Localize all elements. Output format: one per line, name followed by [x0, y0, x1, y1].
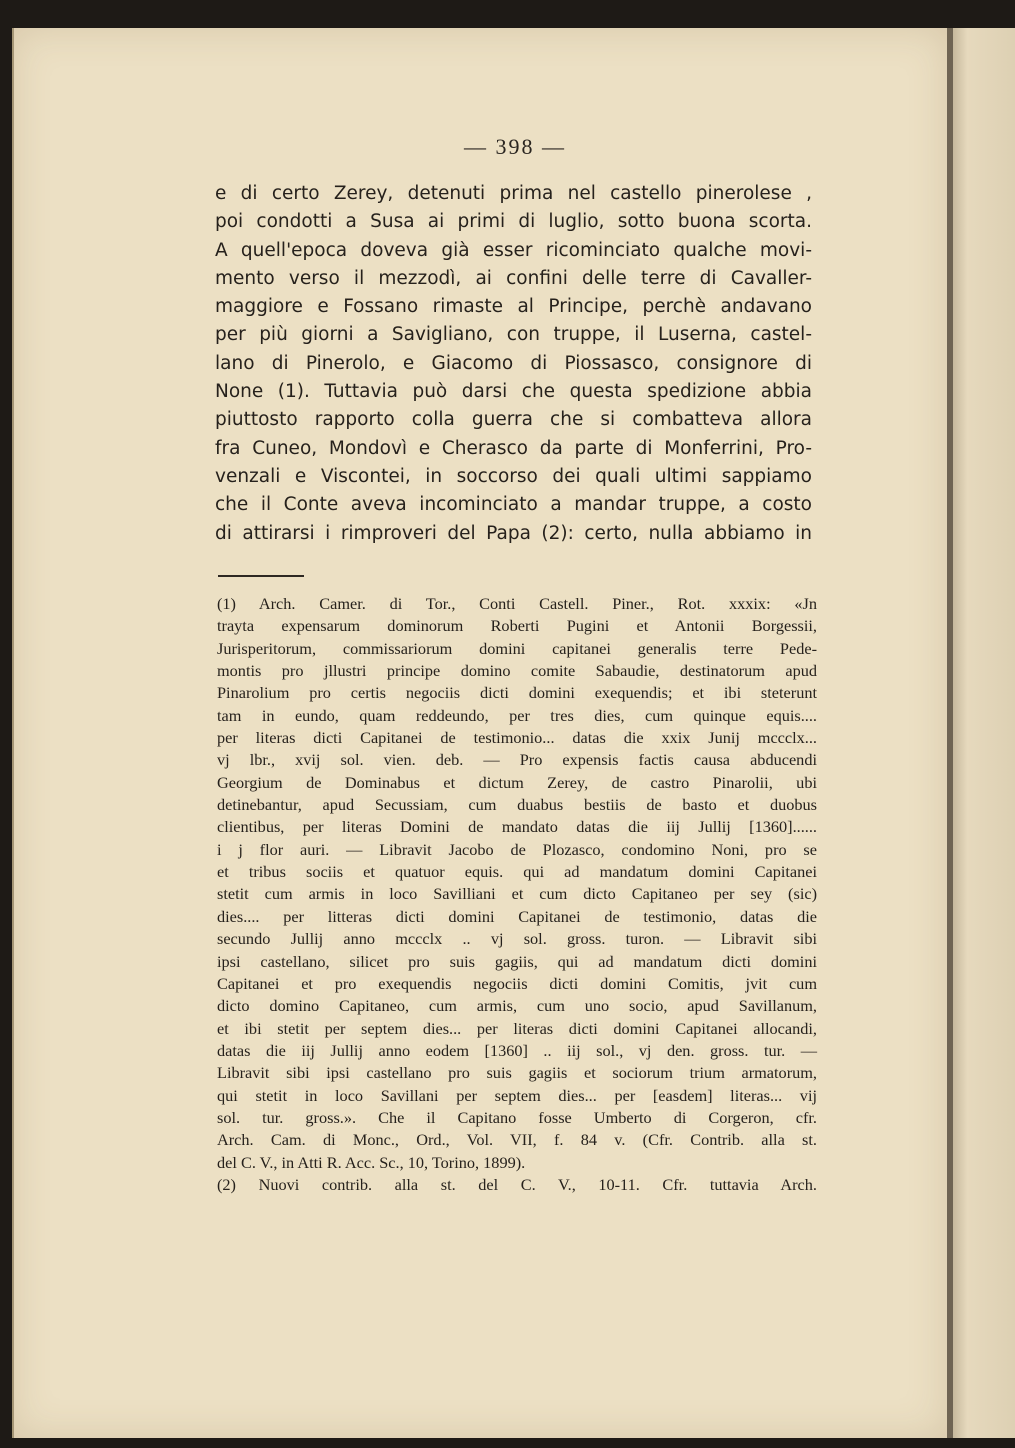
- footnote-line: qui stetit in loco Savillani per septem dies... per [easdem] literas... vij: [217, 1085, 817, 1105]
- footnote-line: dicto domino Capitaneo, cum armis, cum uno socio, apud Savillanum,: [217, 996, 817, 1016]
- body-line: per più giorni a Savigliano, con truppe, il Luserna, castel-: [215, 324, 812, 346]
- footnote-line: vj lbr., xvij sol. vien. deb. — Pro expensis factis causa abducendi: [217, 750, 817, 770]
- body-line: di attirarsi i rimproveri del Papa (2): certo, nulla abbiamo in: [215, 522, 812, 544]
- body-line: lano di Pinerolo, e Giacomo di Piossasco, consignore di: [215, 352, 812, 374]
- footnote-line: Capitanei et pro exequendis negociis dicti domini Comitis, jvit cum: [217, 973, 817, 993]
- body-line: poi condotti a Susa ai primi di luglio, sotto buona scorta.: [215, 211, 812, 233]
- footnote-line: montis pro jllustri principe domino comite Sabaudie, destinatorum apud: [217, 661, 817, 681]
- footnote-line: i j flor auri. — Libravit Jacobo de Plozasco, condomino Noni, pro se: [217, 839, 817, 859]
- footnotes: [217, 593, 817, 1196]
- body-text: [215, 180, 812, 548]
- footnote-line: tam in eundo, quam reddeundo, per tres dies, cum quinque equis....: [217, 705, 817, 725]
- body-line: mento verso il mezzodì, ai confini delle terre di Cavaller-: [215, 267, 812, 289]
- body-line: fra Cuneo, Mondovì e Cherasco da parte di Monferrini, Pro-: [215, 437, 812, 459]
- footnote-line: del C. V., in Atti R. Acc. Sc., 10, Torino, 1899).: [217, 1152, 526, 1172]
- footnote-line: Pinarolium pro certis negociis dicti domini exequendis; et ibi steterunt: [217, 683, 817, 703]
- body-line: venzali e Viscontei, in soccorso dei quali ultimi sappiamo: [215, 465, 812, 487]
- footnote-line: datas die iij Jullij anno eodem [1360] .. iij sol., vj den. gross. tur. —: [217, 1040, 817, 1060]
- footnote-line: per literas dicti Capitanei de testimonio... datas die xxix Junij mccclx...: [217, 728, 817, 748]
- footnote-line: secundo Jullij anno mccclx .. vj sol. gross. turon. — Libravit sibi: [217, 929, 817, 949]
- body-line: None (1). Tuttavia può darsi che questa spedizione abbia: [215, 381, 812, 403]
- footnote-line: ipsi castellano, silicet pro suis gagiis, qui ad mandatum dicti domini: [217, 951, 817, 971]
- body-line: maggiore e Fossano rimaste al Principe, perchè andavano: [215, 296, 812, 318]
- facing-page-edge: [947, 28, 1015, 1438]
- footnote-line: stetit cum armis in loco Savilliani et cum dicto Capitaneo per sey (sic): [217, 884, 817, 904]
- footnote-line: Arch. Cam. di Monc., Ord., Vol. VII, f. 84 v. (Cfr. Contrib. alla st.: [217, 1130, 817, 1150]
- footnote-line: clientibus, per literas Domini de mandato datas die iij Jullij [1360]......: [217, 817, 817, 837]
- footnote-line: Libravit sibi ipsi castellano pro suis gagiis et sociorum trium armatorum,: [217, 1063, 817, 1083]
- page-edge-line: [12, 28, 14, 1438]
- body-line: piuttosto rapporto colla guerra che si combatteva allora: [215, 409, 812, 431]
- body-line: che il Conte aveva incominciato a mandar truppe, a costo: [215, 494, 812, 516]
- body-line: e di certo Zerey, detenuti prima nel castello pinerolese ,: [215, 183, 812, 204]
- body-line: A quell'epoca doveva già esser ricominciato qualche movi-: [215, 239, 812, 261]
- footnote-line: sol. tur. gross.». Che il Capitano fosse Umberto di Corgeron, cfr.: [217, 1107, 817, 1127]
- footnote-line: et ibi stetit per septem dies... per literas dicti domini Capitanei allocandi,: [217, 1018, 817, 1038]
- footnote-line: Jurisperitorum, commissariorum domini capitanei generalis terre Pede-: [217, 638, 817, 658]
- footnote-line: detinebantur, apud Secussiam, cum duabus bestiis de basto et duobus: [217, 795, 817, 815]
- footnote-line: trayta expensarum dominorum Roberti Pugini et Antonii Borgessii,: [217, 616, 817, 636]
- footnote-line: et tribus sociis et quatuor equis. qui ad mandatum domini Capitanei: [217, 862, 817, 882]
- footnote-line: Georgium de Dominabus et dictum Zerey, de castro Pinarolii, ubi: [217, 772, 817, 792]
- footnote-line: (2) Nuovi contrib. alla st. del C. V., 10-11. Cfr. tuttavia Arch.: [217, 1174, 817, 1194]
- footnote-line: (1) Arch. Camer. di Tor., Conti Castell. Piner., Rot. xxxix: «Jn: [217, 594, 817, 613]
- footnote-separator: [218, 575, 304, 577]
- page-number: — 398 —: [464, 134, 566, 159]
- footnote-line: dies.... per litteras dicti domini Capitanei de testimonio, datas die: [217, 906, 817, 926]
- page-fold: [947, 28, 953, 1438]
